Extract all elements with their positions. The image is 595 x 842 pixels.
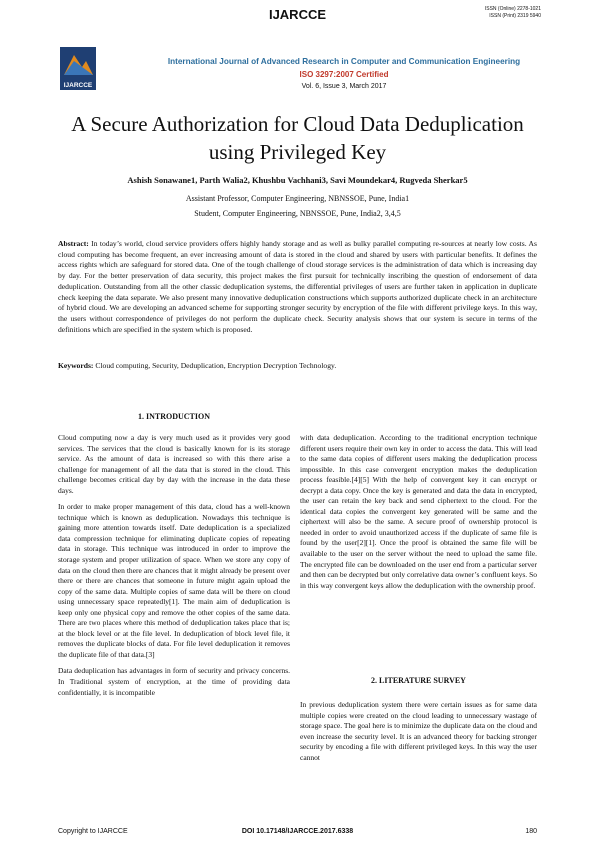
issn-online: ISSN (Online) 2278-1021 bbox=[484, 6, 541, 12]
intro-paragraph-3-continued: with data deduplication. According to the traditional encryption technique different users require their own key in order to access the data. This will lead to the same data copies of different users making the deduplication process impossible. In this case convergent encryption makes the deduplication process feasible.[4][5] With the help of convergent key it can encrypt or decrypt a data copy. Once the key is generated and data the data in encrypted, the user can retain the key back and send ciphertext to the cloud. For the identical data copies the convergent key generated will be same and the ciphertext will also be the same. A secure proof of ownership protocol is needed in order to avoid unauthorized access if the duplicate of same file is found by the user[2][1]. Once the proof is obtained the same file will be available to the user on the server without the need to upload the same file. The encrypted file can be downloaded on the user end from a particular server and then can be decrypted but only correlative data owner’s confluent keys. So in this way convergent keys allow the deduplication with the ownership proof. bbox=[300, 433, 537, 590]
column-left bbox=[58, 433, 290, 704]
keywords bbox=[58, 361, 537, 370]
intro-paragraph-3: Data deduplication has advantages in form of security and privacy concerns. In Traditional system of encryption, at the time of providing data confidentially, it is incompatible bbox=[58, 666, 290, 697]
keywords-text: Cloud computing, Security, Deduplication, Encryption Decryption Technology. bbox=[95, 361, 337, 370]
journal-logo-graphic bbox=[60, 47, 96, 90]
journal-name: International Journal of Advanced Research in Computer and Communication Engineering bbox=[167, 57, 521, 66]
abstract bbox=[58, 239, 537, 335]
volume-issue: Vol. 6, Issue 3, March 2017 bbox=[301, 83, 387, 90]
footer-copyright: Copyright to IJARCCE bbox=[58, 828, 128, 835]
keywords-label: Keywords: bbox=[58, 361, 94, 370]
affiliation-students: Student, Computer Engineering, NBNSSOE, Pune, India2, 3,4,5 bbox=[194, 209, 401, 218]
journal-abbreviation: IJARCCE bbox=[268, 7, 327, 22]
journal-logo bbox=[60, 47, 96, 90]
issn-print: ISSN (Print) 2319 5940 bbox=[489, 12, 541, 19]
footer-doi: DOI 10.17148/IJARCCE.2017.6338 bbox=[241, 828, 354, 835]
page-number: 180 bbox=[525, 828, 537, 835]
intro-paragraph-1: Cloud computing now a day is very much used as it provides very good services. The services that the cloud is basically known for is its storage service. As the amount of data is increased so with this there arise a challenge for management of all the data that is stored in the cloud. This challenge becomes critical day by day with the increase in the data these days. bbox=[58, 433, 290, 495]
literature-paragraph-1: In previous deduplication system there were certain issues as for same data multiple copies were created on the cloud leading to unnecessary wastage of storage space. The goal here is to minimize the duplicate data on the cloud and even increase the security level. It is an advanced theory for backing stronger security by encoding a file with different privileged keys. In this way the user cannot bbox=[300, 700, 537, 762]
iso-certification: ISO 3297:2007 Certified bbox=[299, 70, 389, 79]
abstract-text: In today’s world, cloud service providers offers highly handy storage and as well as bulky parallel computing re-sources at nearly low costs. As cloud computing has become frequent, an ever increasing amount of data is stored in the cloud and shared by users with particular benefits. It defines the access rights which are safeguard for stored data. One of the tough challenge of cloud storage services is the administration of data which is increasing day by day. For the better preservation of data security, this project makes the first pursuit for technically inscribing the question of endorsement of data deduplication. Outstanding from all the other classic deduplication systems, the differential privileges of users are further taken in application in duplicate check keeping the data separate. We also present many innovative deduplication constructions which supports authorized duplicate check in an architecture of hybrid cloud. We are developing an advanced scheme for supporting stronger security by encryption of the file with different privilege keys. In this way, the users without correspondence of privileges do not perform the duplicate check. Security analysis shows that our system is secure in terms of the definitions which are specified in the system which is proposed. bbox=[58, 239, 538, 334]
column-right-top bbox=[300, 433, 537, 597]
issn-block bbox=[485, 6, 541, 19]
author-list: Ashish Sonawane1, Parth Walia2, Khushbu Vachhani3, Savi Moundekar4, Rugveda Sherkar5 bbox=[127, 175, 468, 185]
svg-text:IJARCCE: IJARCCE bbox=[63, 82, 93, 89]
heading-introduction: 1. INTRODUCTION bbox=[137, 412, 210, 421]
abstract-label: Abstract: bbox=[58, 239, 89, 248]
heading-literature-survey: 2. LITERATURE SURVEY bbox=[371, 676, 466, 685]
intro-paragraph-2: In order to make proper management of this data, cloud has a well-known technique which is known as deduplication. Nowadays this technique is gaining more attention towards itself. Date deduplication is a specialized data compression technique for eliminating duplicate copies of repeating data in storage. This technique was introduced in order to improve the storage system and proper utilization of space. When we store any copy of data on the cloud then there are chances that it might already be present over there or there are chances that someone in future might again upload the copy of the same data. Multiple copies of same data will be there on cloud using unnecessary space repeatedly[1]. The main aim of deduplication is keep only one physical copy and remove the other copies of the same data. There are two places where this method of deduplication takes place that is; at the block level or at the file level. In deduplication of block level file, it removes the duplicate blocks of data. For file level deduplication it removes the duplicate file of that data.[3] bbox=[58, 502, 290, 659]
affiliation-professor: Assistant Professor, Computer Engineering, NBNSSOE, Pune, India1 bbox=[185, 194, 410, 203]
column-right-bottom bbox=[300, 700, 537, 769]
paper-title: A Secure Authorization for Cloud Data Deduplication using Privileged Key bbox=[71, 112, 524, 164]
